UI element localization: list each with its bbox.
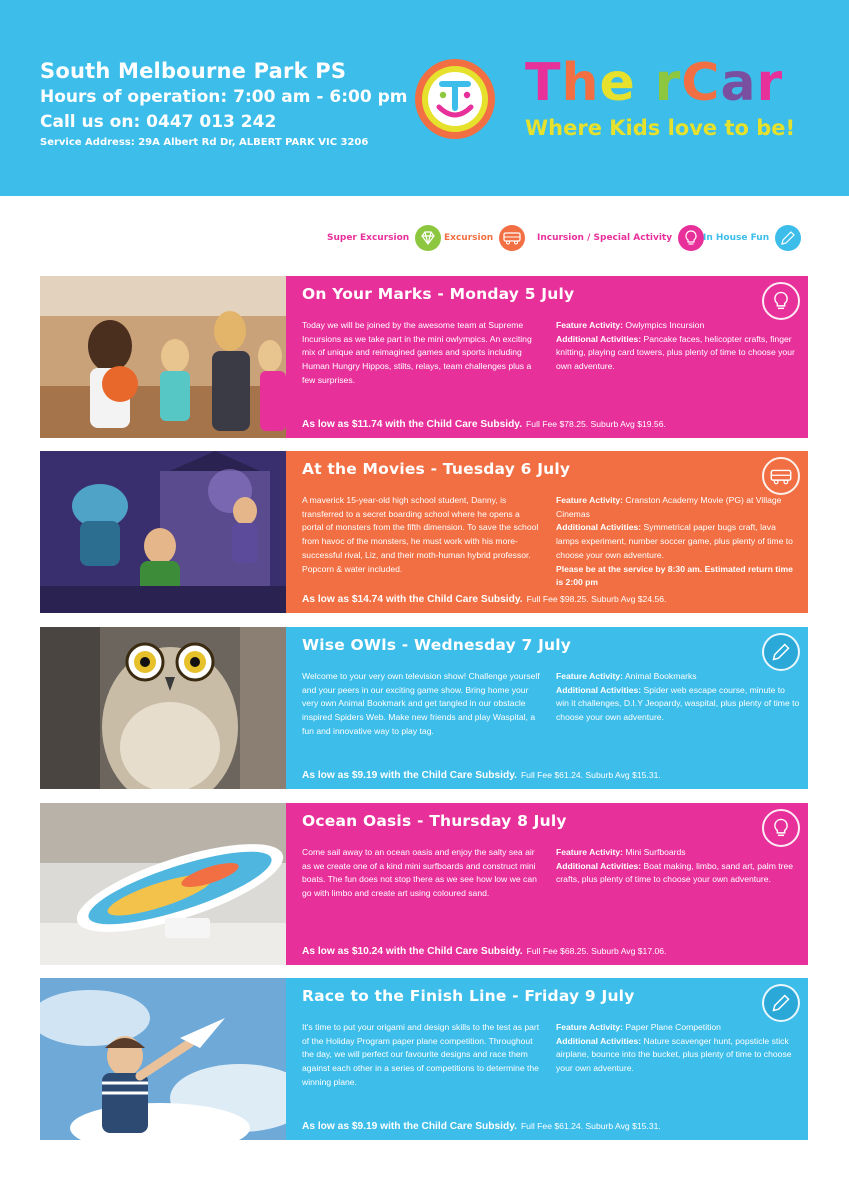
day-activities (556, 1021, 800, 1076)
day-panel (286, 978, 808, 1140)
surfboard-photo (40, 803, 286, 965)
feature-activity: Cranston Academy Movie (PG) at Village Cinemas (556, 495, 782, 519)
brand-letter: C (681, 53, 721, 113)
day-card-tuesday (40, 451, 808, 613)
day-activities (556, 494, 800, 590)
kids-sports-photo (40, 276, 286, 438)
service-info (40, 58, 407, 151)
feature-label: Feature Activity: (556, 495, 624, 505)
additional-label: Additional Activities: (556, 684, 642, 695)
diamond-icon (415, 225, 441, 251)
fee-details: Full Fee $61.24. Suburb Avg $15.31. (520, 770, 661, 780)
service-note: Please be at the service by 8:30 am. Estimated return time is 2:00 pm (556, 563, 793, 588)
pencil-icon (775, 225, 801, 251)
day-title: Ocean Oasis - Thursday 8 July (302, 812, 567, 830)
additional-label: Additional Activities: (556, 1035, 642, 1046)
fee-details: Full Fee $98.25. Suburb Avg $24.56. (526, 594, 667, 604)
owl-photo (40, 627, 286, 789)
additional-label: Additional Activities: (556, 522, 642, 533)
pencil-icon (762, 984, 800, 1022)
day-description: Welcome to your very own television show! Challenge yourself and your peers in our exciting game show. Bring home your very own Animal Bookmark and get tangled in our obstacle inspired Spiders Web. Make new friends and play Waspital, a fun and innovative way to play tag. (302, 671, 540, 736)
legend-label: Super Excursion (327, 233, 410, 243)
feature-label: Feature Activity: (556, 847, 624, 857)
brand-letter: h (561, 53, 600, 113)
brand-letter: e (783, 53, 820, 113)
brand-letter: a (720, 53, 757, 113)
movie-still-photo (40, 451, 286, 613)
legend-in-house-fun (703, 224, 801, 252)
feature-label: Feature Activity: (556, 1022, 624, 1032)
price-line (302, 946, 666, 957)
additional-activities: Symmetrical paper bugs craft, lava lamps experiment, number soccer game, plus plenty of time to choose your own adventure. (556, 522, 793, 560)
price-line (302, 1121, 661, 1132)
day-description: It's time to put your origami and design skills to the test as part of the Holiday Program paper plane competition. Throughout the day, we will perfect our favourite designs and race them against each other in a series of competitions to determine the winning plane. (302, 1022, 540, 1087)
feature-label: Feature Activity: (556, 671, 624, 681)
subsidy-price: As low as $9.19 with the Child Care Subsidy. (302, 770, 517, 781)
brand-tagline: Where Kids love to be! (525, 116, 796, 140)
subsidy-price: As low as $14.74 with the Child Care Subsidy. (302, 594, 523, 605)
hours-of-operation: Hours of operation: 7:00 am - 6:00 pm (40, 87, 408, 107)
price-line (302, 419, 666, 430)
brand-letter: e (599, 53, 636, 113)
service-address: Service Address: 29A Albert Rd Dr, ALBERT PARK VIC 3206 (40, 137, 369, 148)
day-panel (286, 451, 808, 613)
bus-icon (762, 457, 800, 495)
day-activities (556, 846, 800, 887)
additional-activities: Nature scavenger hunt, popsticle stick airplane, bounce into the bucket, plus plenty of time to choose your own adventure. (556, 1035, 792, 1074)
phone-number[interactable]: Call us on: 0447 013 242 (40, 112, 277, 132)
brand-block (525, 53, 820, 141)
legend-incursion (537, 224, 704, 252)
paper-plane-photo (40, 978, 286, 1140)
header-banner (0, 0, 849, 196)
legend-label: Incursion / Special Activity (537, 233, 673, 243)
additional-activities: Pancake faces, helicopter crafts, finger knitting, playing card towers, plus plenty of time to choose your own adventure. (556, 333, 795, 372)
day-description: Come sail away to an ocean oasis and enjoy the salty sea air as we create one of a kind mini surfboards and construct mini boats. The fun does not stop there as we see how low we can go with limbo and create art using coloured sand. (302, 847, 537, 899)
day-panel (286, 803, 808, 965)
day-card-monday (40, 276, 808, 438)
brand-name (525, 53, 820, 113)
day-title: On Your Marks - Monday 5 July (302, 285, 575, 303)
brand-letter: T (525, 53, 562, 113)
price-line (302, 594, 666, 605)
brand-letter: i (635, 53, 655, 113)
subsidy-price: As low as $10.24 with the Child Care Subsidy. (302, 946, 523, 957)
bus-icon (499, 225, 525, 251)
feature-activity: Owlympics Incursion (625, 320, 705, 330)
pencil-icon (762, 633, 800, 671)
service-name: South Melbourne Park PS (40, 59, 347, 83)
day-title: Race to the Finish Line - Friday 9 July (302, 987, 635, 1005)
feature-activity: Paper Plane Competition (625, 1022, 721, 1032)
lightbulb-icon (762, 809, 800, 847)
fee-details: Full Fee $68.25. Suburb Avg $17.06. (526, 946, 667, 956)
day-activities (556, 670, 800, 725)
legend-label: Excursion (444, 233, 494, 243)
fee-details: Full Fee $61.24. Suburb Avg $15.31. (520, 1121, 661, 1131)
theircare-logo-icon (413, 57, 497, 141)
lightbulb-icon (678, 225, 704, 251)
additional-activities: Boat making, limbo, sand art, palm tree crafts, plus plenty of time to choose your own adventure. (556, 860, 794, 885)
subsidy-price: As low as $11.74 with the Child Care Subsidy. (302, 419, 523, 430)
day-panel (286, 276, 808, 438)
brand-letter: r (654, 53, 682, 113)
day-activities (556, 319, 800, 374)
legend-label: In House Fun (703, 233, 770, 243)
day-card-thursday (40, 803, 808, 965)
fee-details: Full Fee $78.25. Suburb Avg $19.56. (526, 419, 666, 429)
subsidy-price: As low as $9.19 with the Child Care Subsidy. (302, 1121, 517, 1132)
day-card-friday (40, 978, 808, 1140)
day-panel (286, 627, 808, 789)
brand-letter: r (756, 53, 784, 113)
day-card-wednesday (40, 627, 808, 789)
legend-super-excursion (327, 224, 441, 252)
day-description: Today we will be joined by the awesome team at Supreme Incursions as we take part in the mini owlympics. An exciting mix of unique and reimagined games and sports including Human Hungry Hippos, stilts, relays, team challenges plus a few surprises. (302, 320, 532, 385)
feature-activity: Mini Surfboards (625, 847, 686, 857)
day-title: At the Movies - Tuesday 6 July (302, 460, 571, 478)
price-line (302, 770, 661, 781)
day-title: Wise OWls - Wednesday 7 July (302, 636, 572, 654)
additional-label: Additional Activities: (556, 333, 642, 344)
day-description: A maverick 15-year-old high school student, Danny, is transferred to a secret boarding school where he opens a portal of monsters from the fifth dimension. To save the school from havoc of the monsters, he must work with his more-successful rival, Liz, and their moth-human hybrid professor. Popcorn & water included. (302, 495, 539, 574)
additional-label: Additional Activities: (556, 860, 642, 871)
feature-label: Feature Activity: (556, 320, 624, 330)
additional-activities: Spider web escape course, minute to win it challenges, D.I.Y Jeopardy, waspital, plus plenty of time to choose your own adventure. (556, 684, 800, 723)
legend-excursion (444, 224, 525, 252)
feature-activity: Animal Bookmarks (624, 671, 697, 681)
lightbulb-icon (762, 282, 800, 320)
